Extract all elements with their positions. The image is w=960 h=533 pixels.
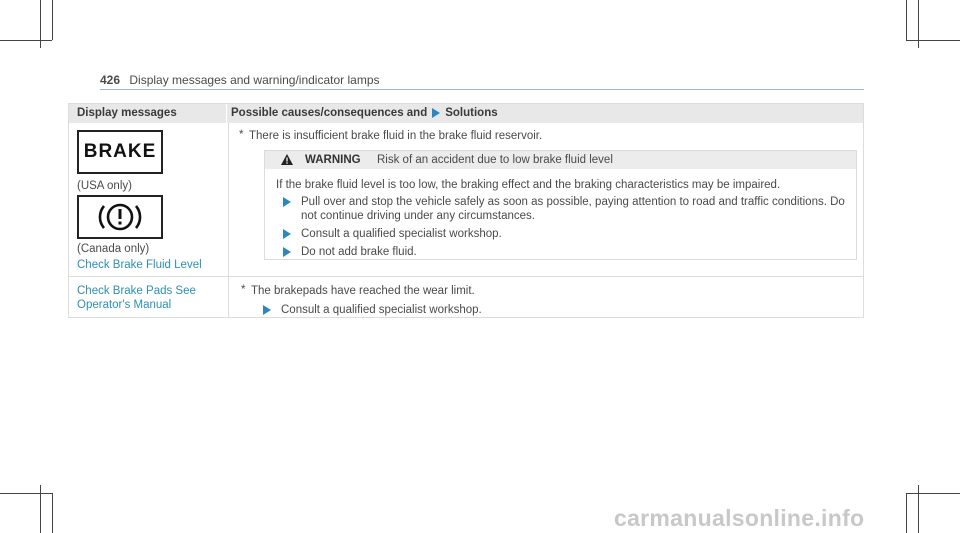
footnote-star: * — [241, 284, 246, 296]
crop-mark — [906, 493, 907, 533]
canada-only-label: (Canada only) — [77, 243, 150, 255]
footnote-star: * — [239, 129, 244, 141]
step-no-brake-fluid: Do not add brake fluid. — [301, 246, 417, 258]
brakepads-consult-workshop: Consult a qualified specialist workshop. — [281, 304, 482, 316]
cause-text: There is insufficient brake fluid in the brake fluid reservoir. — [249, 130, 543, 142]
warning-header — [265, 151, 856, 169]
column-divider — [228, 123, 229, 317]
step-consult-workshop: Consult a qualified specialist workshop. — [301, 228, 502, 240]
page-number: 426 — [100, 73, 121, 87]
check-brake-fluid-message[interactable]: Check Brake Fluid Level — [77, 259, 202, 271]
row-divider — [69, 276, 863, 277]
page-title: Display messages and warning/indicator lamps — [129, 73, 380, 87]
watermark: carmanualsonline.info — [614, 505, 865, 531]
step-arrow-icon — [283, 197, 291, 207]
usa-only-label: (USA only) — [77, 180, 132, 192]
column-header-causes-text: Possible causes/consequences and — [231, 107, 428, 119]
crop-mark — [0, 40, 52, 41]
check-brake-pads-message-line1[interactable]: Check Brake Pads See — [77, 285, 196, 297]
step-pull-over-line2: not continue driving under any circumstances. — [301, 210, 535, 222]
brake-circle-svg — [79, 197, 161, 237]
column-header-display: Display messages — [77, 107, 177, 119]
step-arrow-icon — [283, 229, 291, 239]
column-header-solutions-text: Solutions — [445, 107, 498, 119]
crop-mark — [52, 0, 53, 40]
column-header-causes — [231, 107, 498, 119]
crop-mark — [906, 40, 960, 41]
header-rule — [100, 89, 864, 90]
play-arrow-icon — [432, 108, 440, 118]
crop-mark — [906, 493, 960, 494]
step-pull-over-line1: Pull over and stop the vehicle safely as soon as possible, paying attention to road and traffic conditions. Do — [301, 196, 845, 208]
step-arrow-icon — [263, 305, 271, 315]
crop-mark — [906, 0, 907, 40]
step-arrow-icon — [283, 247, 291, 257]
warning-triangle-icon — [281, 154, 293, 165]
messages-table — [68, 103, 864, 318]
warning-label: WARNING — [305, 154, 361, 166]
page-header — [100, 73, 864, 89]
crop-mark — [0, 493, 52, 494]
warning-description: Risk of an accident due to low brake fluid level — [377, 154, 613, 166]
brake-warning-icon — [77, 130, 163, 174]
crop-mark — [52, 493, 53, 533]
brake-circle-warning-icon — [77, 195, 163, 239]
table-header — [69, 104, 863, 123]
warning-paragraph: If the brake fluid level is too low, the braking effect and the braking characteristics may be impaired. — [276, 179, 781, 191]
warning-box — [264, 150, 857, 260]
brakepads-cause-text: The brakepads have reached the wear limit. — [251, 285, 475, 297]
check-brake-pads-message-line2[interactable]: Operator's Manual — [77, 299, 172, 311]
brake-badge-text: BRAKE — [83, 141, 157, 162]
header-divider — [226, 104, 227, 123]
